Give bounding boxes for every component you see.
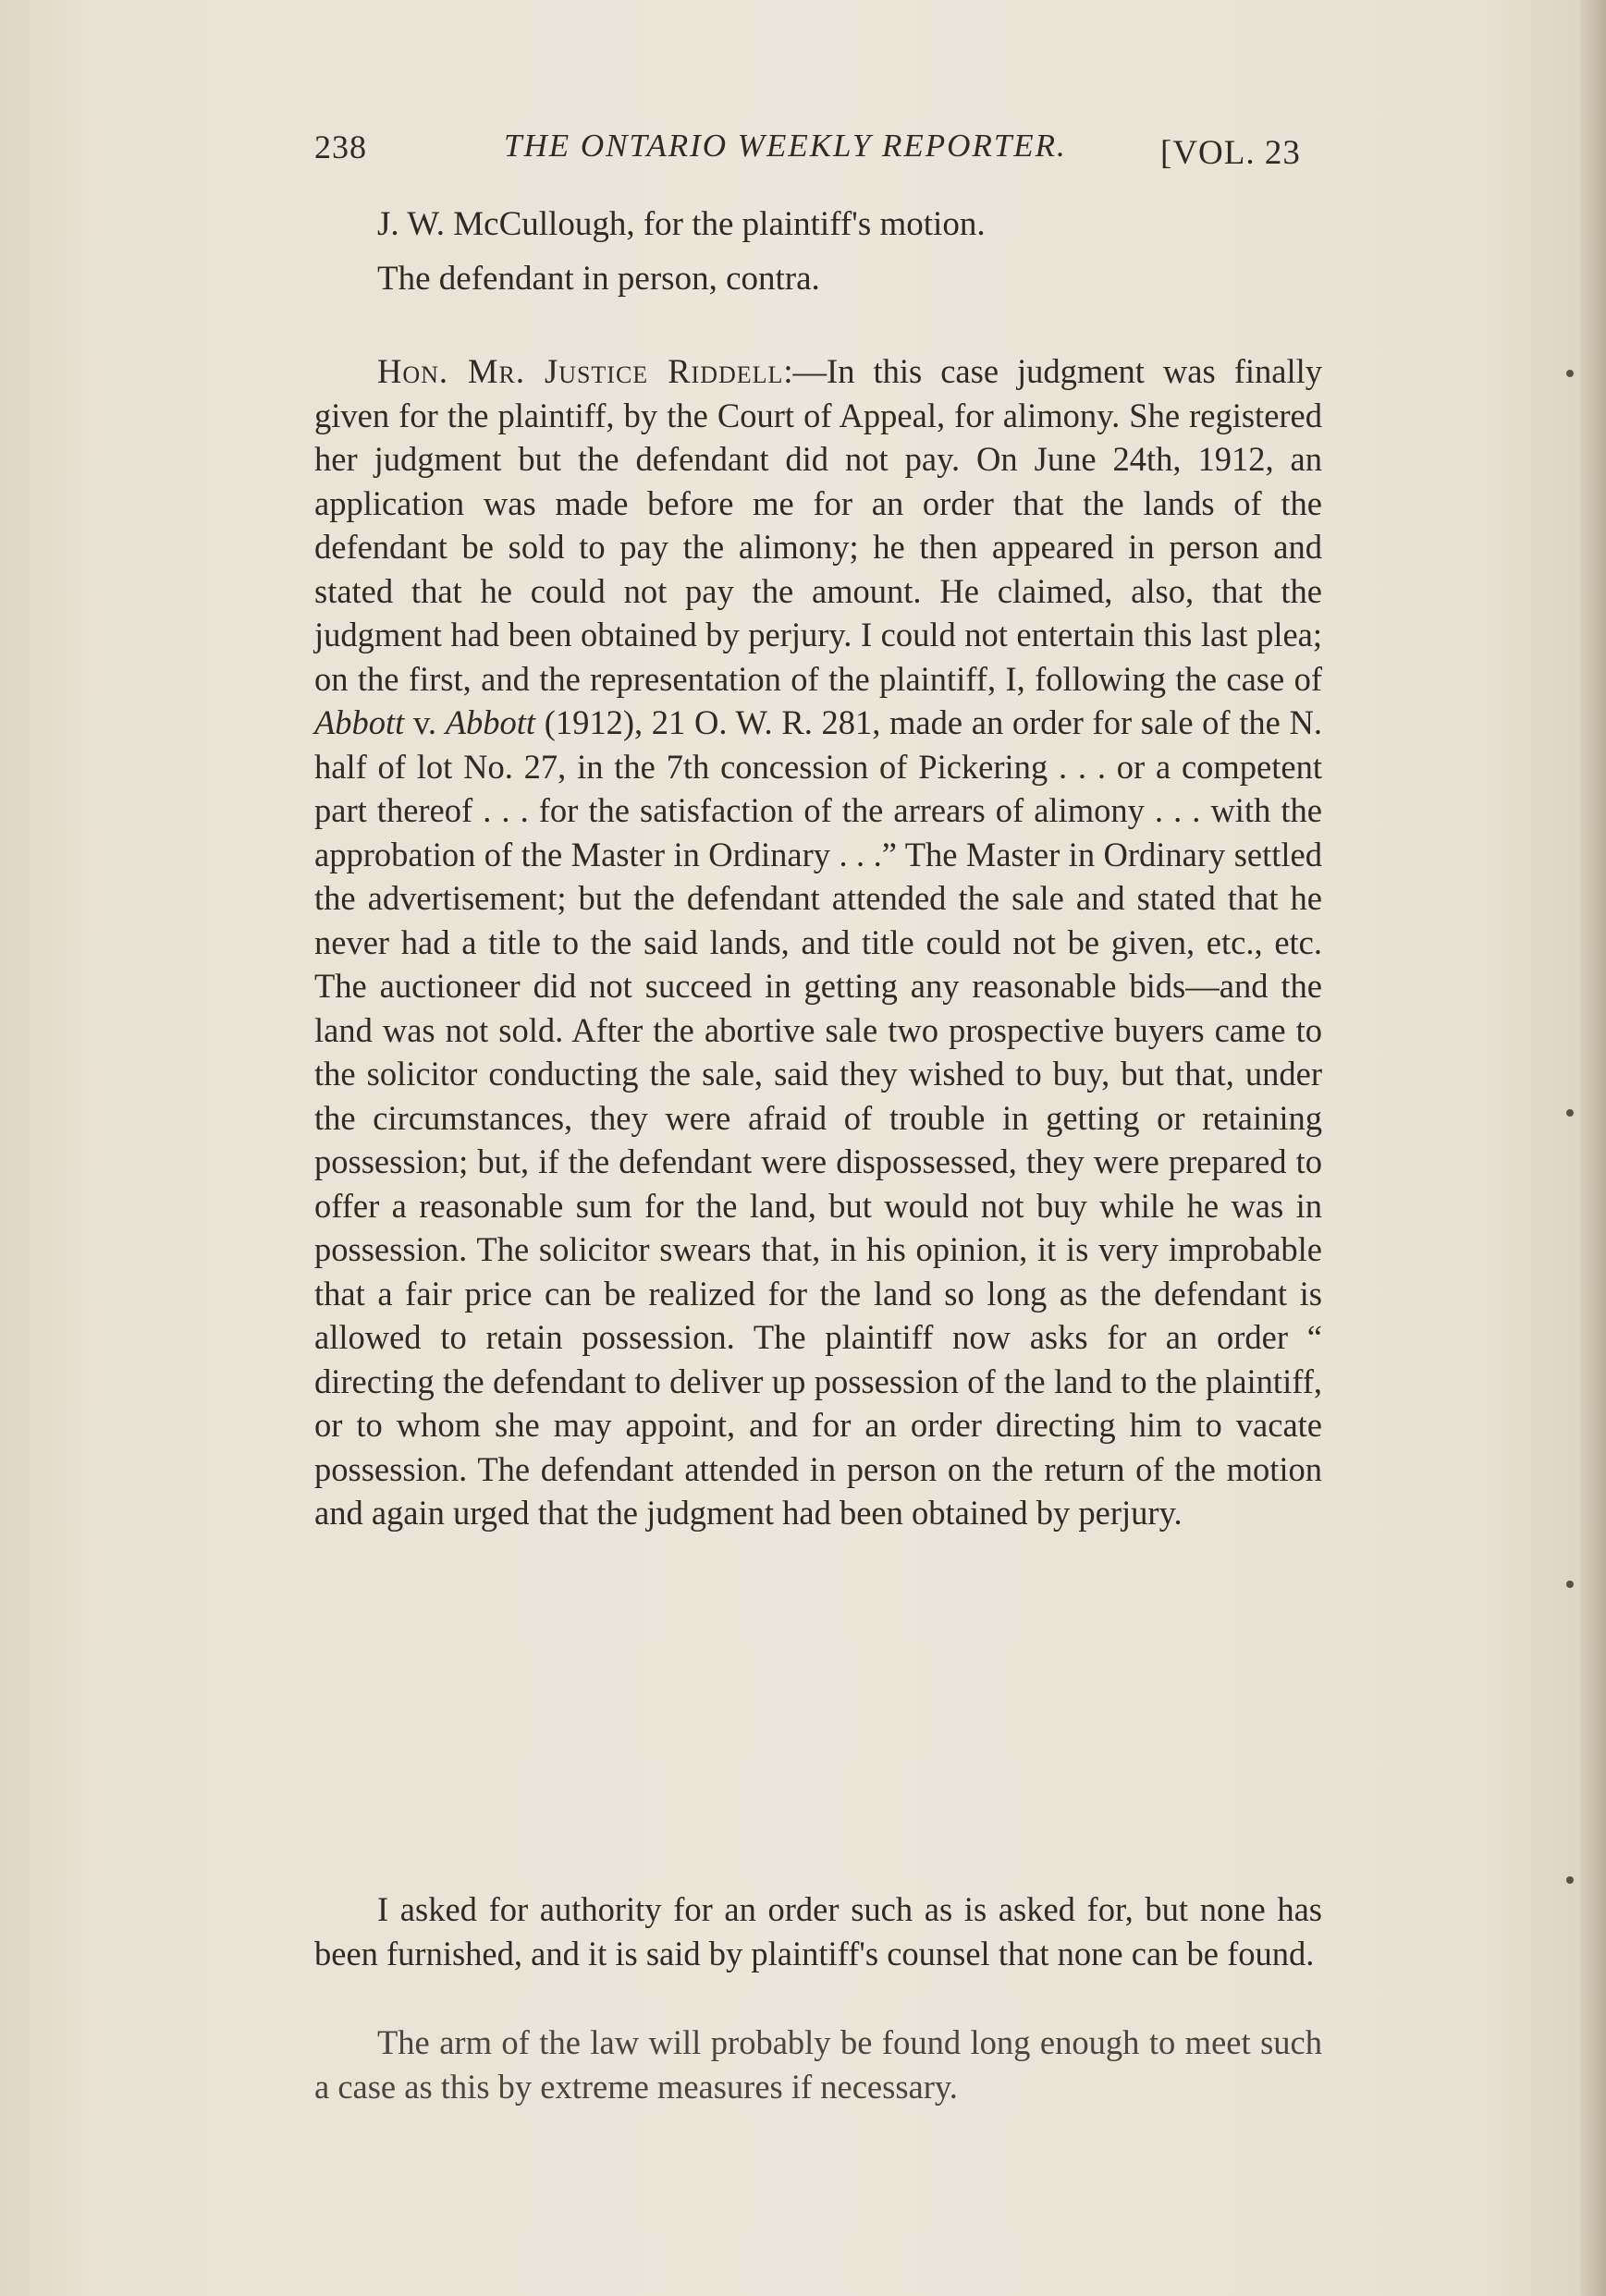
paragraph-3-text: The arm of the law will probably be found long enough to meet such a case as this by extreme measures if necessary.: [314, 2023, 1322, 2106]
counsel-line-plaintiff: J. W. McCullough, for the plaintiff's motion.: [377, 205, 986, 243]
margin-mark: [1566, 1109, 1574, 1117]
paragraph-1-text-a: :—In this case judgment was finally given for the plaintiff, by the Court of Appeal, for alimony. She registered her judgment but the defendant did not pay. On June 24th, 1912, an application was made before me for an order that the lands of the defendant be sold to pay the alimony; he then appeared in person and stated that he could not pay the amount. He claimed, also, that the judgment had been obtained by perjury. I could not entertain this last plea; on the first, and the representation of the plaintiff, I, following the case of: [314, 352, 1322, 698]
margin-mark: [1566, 1876, 1574, 1884]
margin-mark: [1566, 1581, 1574, 1588]
judgment-paragraph-3: [314, 2021, 1322, 2108]
paragraph-2-text: I asked for authority for an order such as is asked for, but none has been furnished, and it is said by plaintiff's counsel that none can be found.: [314, 1890, 1322, 1972]
page-number: 238: [314, 128, 367, 165]
volume-label: [VOL. 23: [1160, 134, 1301, 172]
counsel-line-defendant: The defendant in person, contra.: [377, 260, 820, 298]
versus-label: v.: [413, 703, 437, 741]
judgment-paragraph-2: [314, 1887, 1322, 1975]
judge-name: Hon. Mr. Justice Riddell: [377, 352, 784, 390]
judgment-paragraph-1: [314, 349, 1322, 1535]
case-name-first: Abbott: [314, 703, 405, 741]
paragraph-1-text-b: (1912), 21 O. W. R. 281, made an order for sale of the N. half of lot No. 27, in the 7th concession of Pickering . . . or a competent part thereof . . . for the satisfaction of the arrears of alimony . . . with the approbation of the Master in Ordinary . . .” The Master in Ordinary settled the advertisement; but the defendant attended the sale and stated that he never had a title to the said lands, and title could not be given, etc., etc. The auctioneer did not succeed in getting any reasonable bids—and the land was not sold. After the abortive sale two prospective buyers came to the solicitor conducting the sale, said they wished to buy, but that, under the circumstances, they were afraid of trouble in getting or retaining possession; but, if the defendant were dispossessed, they were prepared to offer a reasonable sum for the land, but would not buy while he was in possession. The solicitor swears that, in his opinion, it is very improbable that a fair price can be realized for the land so long as the defendant is allowed to retain possession. The plaintiff now asks for an order “ directing the defendant to deliver up possession of the land to the plaintiff, or to whom she may appoint, and for an order directing him to vacate possession. The defendant attended in person on the return of the motion and again urged that the judgment had been obtained by perjury.: [314, 703, 1323, 1532]
margin-mark: [1566, 370, 1574, 377]
running-title: THE ONTARIO WEEKLY REPORTER.: [504, 128, 1067, 164]
running-header: [314, 118, 1331, 183]
case-name-second: Abbott: [445, 703, 536, 741]
page-edge: [1580, 0, 1606, 2296]
